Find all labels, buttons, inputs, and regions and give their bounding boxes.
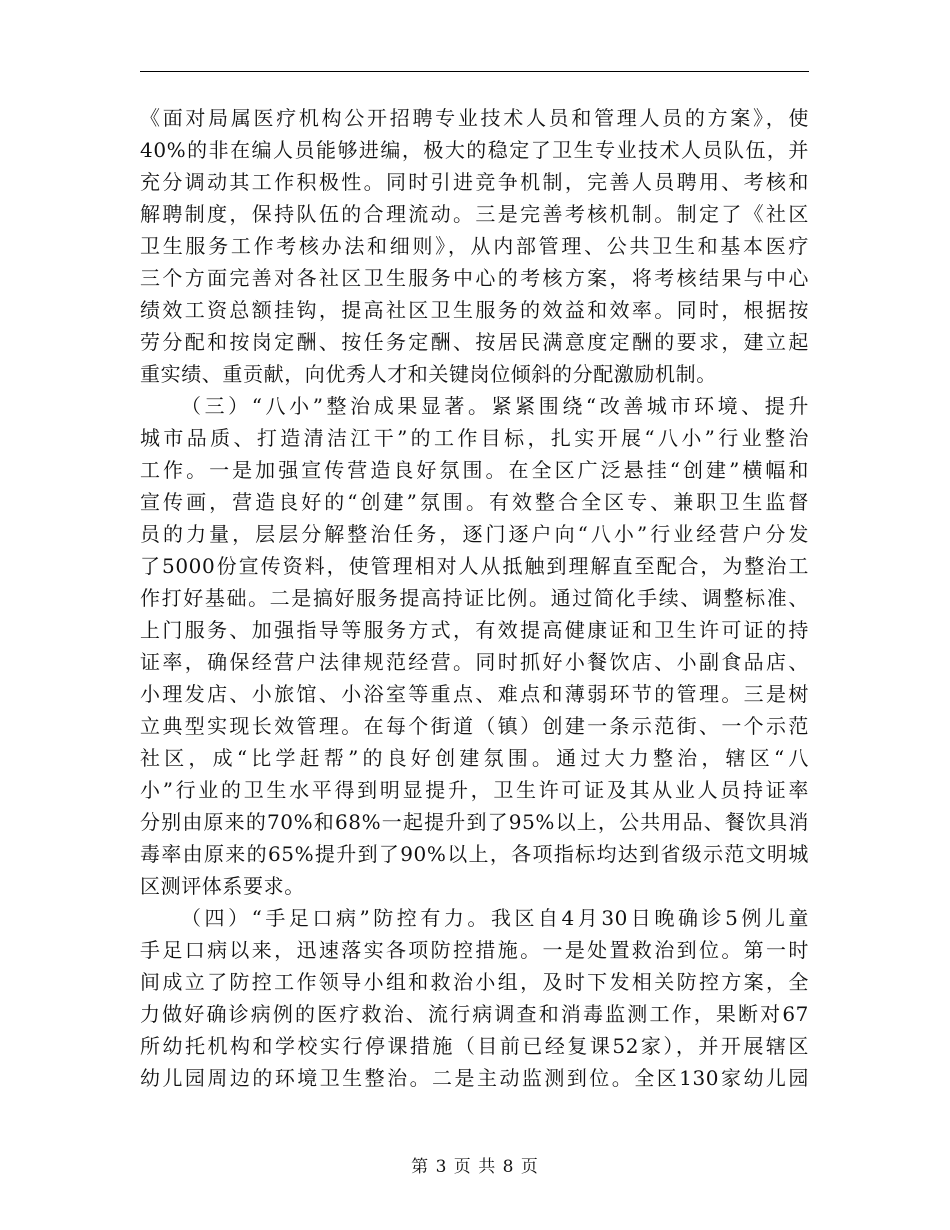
text-line: 分别由原来的70%和68%一起提升到了95%以上，公共用品、餐饮具消 [140, 810, 809, 834]
text-line: 工作。一是加强宣传营造良好氛围。在全区广泛悬挂“创建”横幅和 [140, 458, 809, 482]
text-line: （三）“八小”整治成果显著。紧紧围绕“改善城市环境、提升 [181, 394, 809, 418]
text-line: 上门服务、加强指导等服务方式，有效提高健康证和卫生许可证的持 [140, 618, 809, 642]
text-line: 立典型实现长效管理。在每个街道（镇）创建一条示范街、一个示范 [140, 714, 809, 738]
text-line: （四）“手足口病”防控有力。我区自4月30日晚确诊5例儿童 [181, 906, 809, 930]
body-text [140, 102, 809, 1094]
text-line: 作打好基础。二是搞好服务提高持证比例。通过简化手续、调整标准、 [140, 586, 809, 610]
text-line: 间成立了防控工作领导小组和救治小组，及时下发相关防控方案，全 [140, 970, 809, 994]
text-line: 小理发店、小旅馆、小浴室等重点、难点和薄弱环节的管理。三是树 [140, 682, 809, 706]
text-line: 三个方面完善对各社区卫生服务中心的考核方案，将考核结果与中心 [140, 266, 809, 290]
text-line: 区测评体系要求。 [140, 874, 305, 898]
page-number-footer: 第 3 页 共 8 页 [411, 1157, 539, 1177]
text-line: 毒率由原来的65%提升到了90%以上，各项指标均达到省级示范文明城 [140, 842, 809, 866]
text-line: 小”行业的卫生水平得到明显提升，卫生许可证及其从业人员持证率 [140, 778, 809, 802]
text-line: 重实绩、重贡献，向优秀人才和关键岗位倾斜的分配激励机制。 [140, 362, 717, 386]
text-line: 绩效工资总额挂钩，提高社区卫生服务的效益和效率。同时，根据按 [140, 298, 809, 322]
text-line: 充分调动其工作积极性。同时引进竞争机制，完善人员聘用、考核和 [140, 170, 809, 194]
text-line: 卫生服务工作考核办法和细则》，从内部管理、公共卫生和基本医疗 [140, 234, 809, 258]
text-line: 了5000份宣传资料，使管理相对人从抵触到理解直至配合，为整治工 [140, 554, 809, 578]
text-line: 社区，成“比学赶帮”的良好创建氛围。通过大力整治，辖区“八 [140, 746, 809, 770]
header-rule [140, 71, 809, 72]
text-line: 力做好确诊病例的医疗救治、流行病调查和消毒监测工作，果断对67 [140, 1002, 809, 1026]
text-line: 宣传画，营造良好的“创建”氛围。有效整合全区专、兼职卫生监督 [140, 490, 809, 514]
text-line: 《面对局属医疗机构公开招聘专业技术人员和管理人员的方案》，使 [140, 106, 809, 130]
text-line: 40%的非在编人员能够进编，极大的稳定了卫生专业技术人员队伍，并 [140, 138, 809, 162]
text-line: 解聘制度，保持队伍的合理流动。三是完善考核机制。制定了《社区 [140, 202, 809, 226]
text-line: 劳分配和按岗定酬、按任务定酬、按居民满意度定酬的要求，建立起 [140, 330, 809, 354]
text-line: 幼儿园周边的环境卫生整治。二是主动监测到位。全区130家幼儿园 [140, 1066, 809, 1090]
text-line: 所幼托机构和学校实行停课措施（目前已经复课52家），并开展辖区 [140, 1034, 809, 1058]
text-line: 员的力量，层层分解整治任务，逐门逐户向“八小”行业经营户分发 [140, 522, 809, 546]
text-line: 证率，确保经营户法律规范经营。同时抓好小餐饮店、小副食品店、 [140, 650, 809, 674]
text-line: 城市品质、打造清洁江干”的工作目标，扎实开展“八小”行业整治 [140, 426, 809, 450]
text-line: 手足口病以来，迅速落实各项防控措施。一是处置救治到位。第一时 [140, 938, 809, 962]
